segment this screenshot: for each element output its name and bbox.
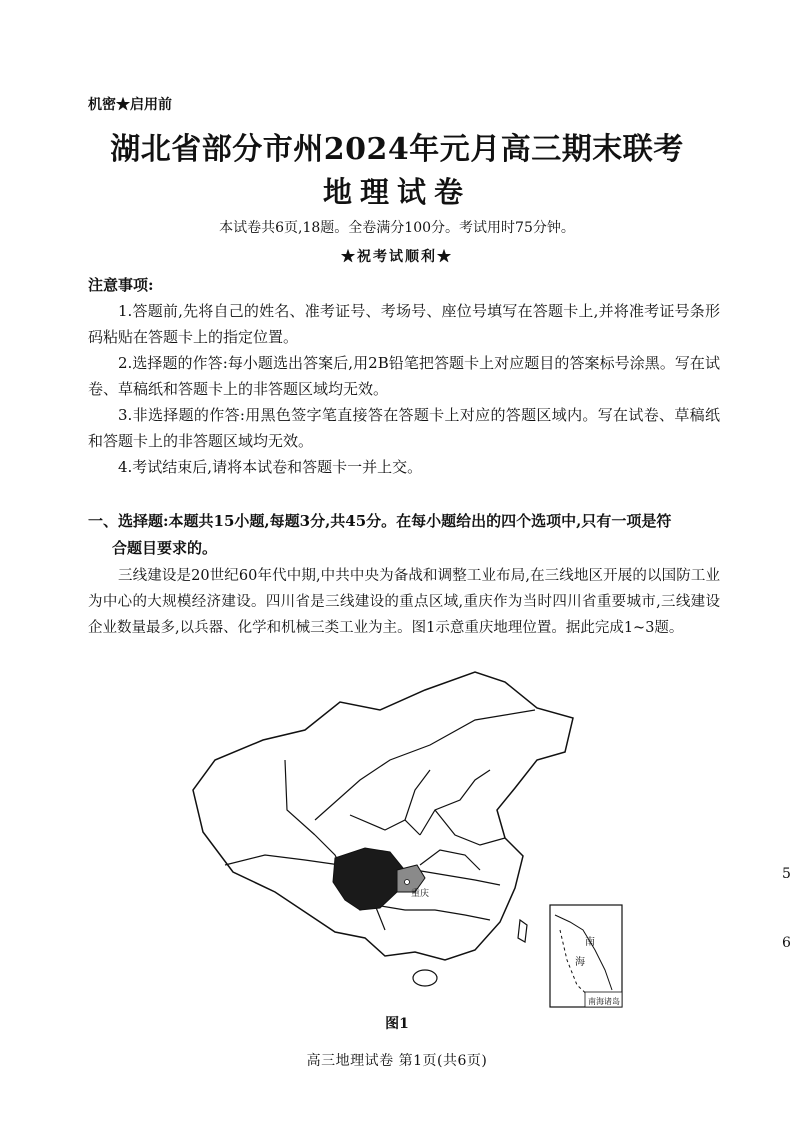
note-item: 3.非选择题的作答:用黑色签字笔直接答在答题卡上对应的答题区域内。写在试卷、草稿纸和答题卡上的非答题区域均无效。 (88, 406, 720, 450)
note-item: 2.选择题的作答:每小题选出答案后,用2B铅笔把答题卡上对应题目的答案标号涂黑。写在试卷、草稿纸和答题卡上的非答题区域均无效。 (88, 354, 720, 398)
exam-title: 湖北省部分市州2024年元月高三期末联考 (110, 132, 684, 167)
note-item: 1.答题前,先将自己的姓名、准考证号、考场号、座位号填写在答题卡上,并将准考证号条形码粘贴在答题卡上的指定位置。 (88, 302, 720, 346)
inset-caption: 南海诸岛 (588, 997, 620, 1006)
chongqing-point (405, 880, 410, 885)
figure-caption: 图1 (385, 1016, 409, 1032)
china-map (175, 660, 635, 1020)
section-heading-line1: 一、选择题:本题共15小题,每题3分,共45分。在每小题给出的四个选项中,只有一项是符 (88, 512, 672, 530)
china-outline (193, 672, 573, 960)
notes-title: 注意事项: (88, 276, 154, 294)
inset-label-nan: 南 (585, 937, 595, 948)
chongqing-label: 重庆 (411, 889, 430, 899)
notes-list (88, 298, 720, 480)
section-heading-line2: 合题目要求的。 (112, 539, 218, 557)
section-heading (88, 508, 720, 562)
edge-mark: 6 (782, 935, 791, 951)
question-passage: 三线建设是20世纪60年代中期,中共中央为备战和调整工业布局,在三线地区开展的以国防工业为中心的大规模经济建设。四川省是三线建设的重点区域,重庆作为当时四川省重要城市,三线建设企业数量最多,以兵器、化学和机械三类工业为主。图1示意重庆地理位置。据此完成1~3题。 (88, 568, 720, 636)
good-luck-line: ★祝考试顺利★ (341, 249, 453, 265)
confidential-label: 机密★启用前 (88, 97, 172, 113)
page-footer: 高三地理试卷 第1页(共6页) (306, 1053, 488, 1069)
hainan-island (413, 970, 437, 986)
inset-label-hai: 海 (575, 957, 585, 968)
note-item: 4.考试结束后,请将本试卷和答题卡一并上交。 (118, 458, 423, 476)
exam-info: 本试卷共6页,18题。全卷满分100分。考试用时75分钟。 (219, 220, 575, 236)
taiwan-island (518, 920, 527, 942)
subject-title: 地理试卷 (322, 175, 471, 209)
edge-mark: 5 (782, 866, 791, 882)
